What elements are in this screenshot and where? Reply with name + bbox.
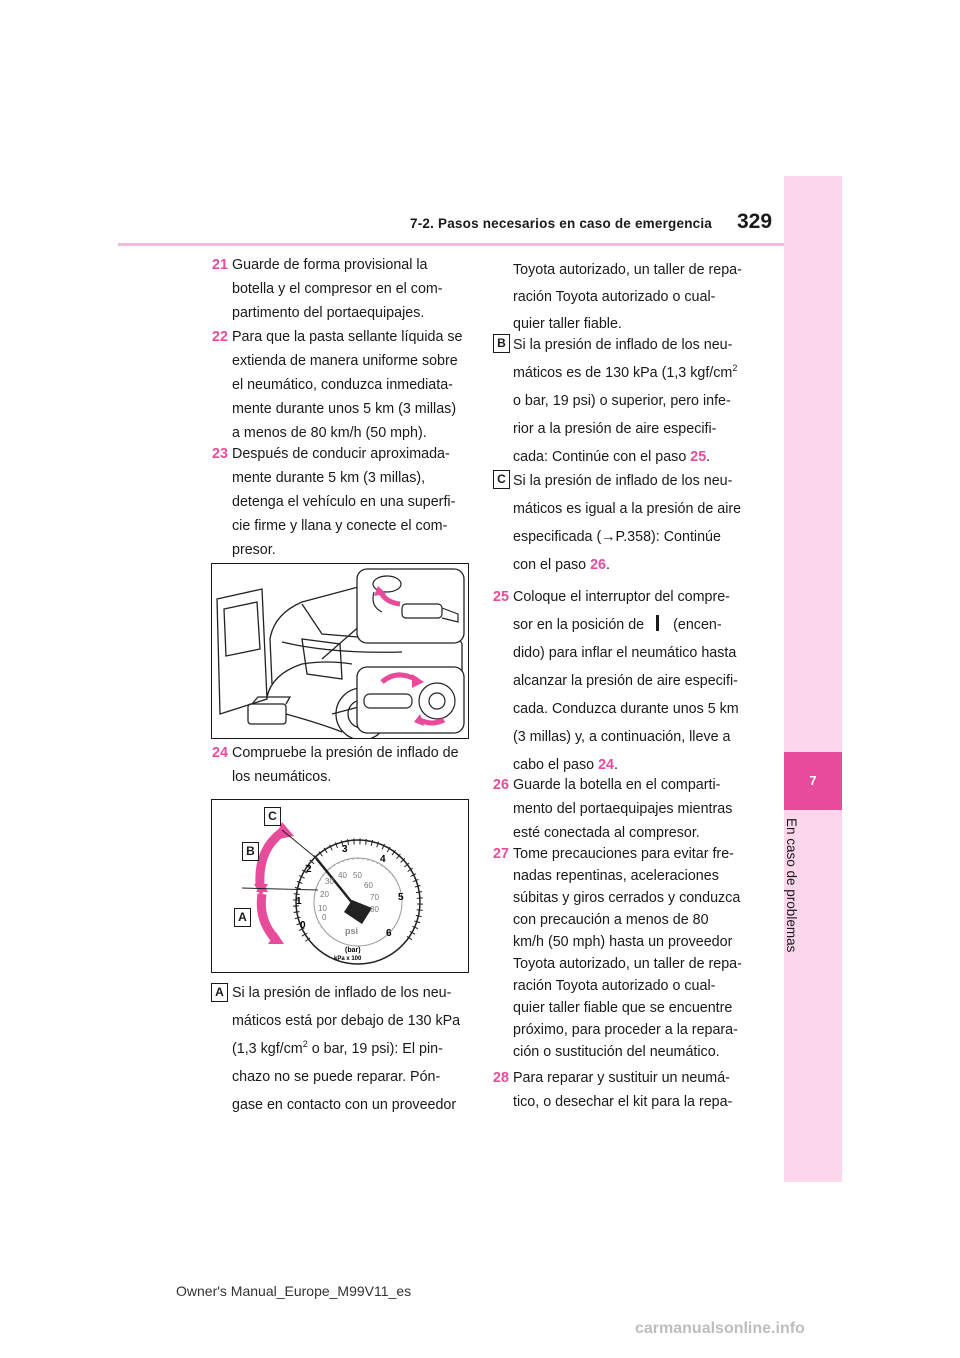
- gauge-bar-label: (bar): [345, 947, 361, 954]
- step-text: súbitas y giros cerrados y conduzca: [513, 890, 741, 906]
- gauge-psi-label: psi: [345, 926, 359, 936]
- superscript: 2: [732, 363, 738, 374]
- gauge-psi-tick: 20: [320, 890, 329, 899]
- gauge-bar-tick: 1: [296, 896, 302, 907]
- item-b-line: o bar, 19 psi) o superior, pero infe-: [513, 393, 731, 409]
- step-text: a menos de 80 km/h (50 mph).: [232, 425, 427, 441]
- item-a-line: gase en contacto con un proveedor: [232, 1097, 457, 1113]
- step-text: tico, o desechar el kit para la repa-: [513, 1094, 733, 1110]
- step-text-part: cabo el paso: [513, 757, 595, 773]
- step-reference-link[interactable]: 24: [598, 757, 614, 773]
- item-a-tag: A: [211, 983, 228, 1002]
- gauge-label-a: A: [234, 908, 251, 927]
- step-number: 22: [212, 329, 228, 345]
- gauge-label-b: B: [242, 842, 259, 861]
- gauge-psi-tick: 0: [322, 913, 327, 922]
- gauge-bar-tick: 0: [300, 920, 306, 931]
- item-c-line: [513, 553, 741, 577]
- item-b-line: rior a la presión de aire especifi-: [513, 421, 717, 437]
- step-reference-link[interactable]: 26: [590, 557, 607, 573]
- item-b-line: [513, 445, 737, 469]
- step-text: mente durante 5 km (3 millas),: [232, 470, 426, 486]
- step-text-part: (encen-: [673, 617, 722, 633]
- chapter-side-tab: [784, 176, 842, 1182]
- gauge-bar-tick: 6: [386, 928, 392, 939]
- item-b-text-part: cada: Continúe con el paso: [513, 449, 691, 465]
- step-text: Toyota autorizado, un taller de repa-: [513, 956, 742, 972]
- step-text: ción o sustitución del neumático.: [513, 1044, 720, 1060]
- item-b-text-part: máticos es de 130 kPa (1,3 kgf/cm: [513, 365, 733, 381]
- step-text: esté conectada al compresor.: [513, 825, 700, 841]
- step-text: próximo, para proceder a la repara-: [513, 1022, 738, 1038]
- pressure-gauge-illustration: [211, 799, 469, 973]
- gauge-psi-tick: 50: [353, 871, 362, 880]
- step-text: el neumático, conduzca inmediata-: [232, 377, 453, 393]
- item-c-text-part: con el paso: [513, 557, 591, 573]
- step-text: cie firme y llana y conecte el com-: [232, 518, 448, 534]
- gauge-kpa-label: kPa x 100: [334, 956, 362, 962]
- step-text: Para que la pasta sellante líquida se: [232, 329, 463, 345]
- item-b-line: Si la presión de inflado de los neu-: [513, 337, 733, 353]
- gauge-psi-tick: 40: [338, 871, 347, 880]
- item-a-text: [232, 981, 460, 1117]
- pressure-gauge-drawing: [212, 800, 468, 972]
- item-a-text-part: o bar, 19 psi): El pin-: [307, 1041, 443, 1057]
- item-b-line: [513, 361, 737, 385]
- watermark: carmanualsonline.info: [635, 1320, 805, 1337]
- gauge-label-c: C: [264, 807, 281, 826]
- step-text: partimento del portaequipajes.: [232, 305, 425, 321]
- gauge-bar-tick: 2: [306, 864, 312, 875]
- step-text: Tome precauciones para evitar fre-: [513, 846, 734, 862]
- item-c-text-part: .: [606, 557, 610, 573]
- step-text: quier taller fiable que se encuentre: [513, 1000, 733, 1016]
- text-line: ración Toyota autorizado o cual-: [513, 289, 716, 305]
- gauge-psi-tick: 70: [370, 893, 379, 902]
- step-text: los neumáticos.: [232, 769, 332, 785]
- header-rule: [118, 243, 784, 246]
- item-c-line: máticos es igual a la presión de aire: [513, 501, 742, 517]
- section-title: 7-2. Pasos necesarios en caso de emergencia: [410, 216, 713, 231]
- step-number: 21: [212, 257, 228, 273]
- step-number: 26: [493, 777, 509, 793]
- step-text: Coloque el interruptor del compre-: [513, 589, 730, 605]
- step-number: 23: [212, 446, 228, 462]
- item-a-line: Si la presión de inflado de los neu-: [232, 985, 452, 1001]
- chapter-number[interactable]: 7: [784, 752, 842, 810]
- text-line: quier taller fiable.: [513, 316, 622, 332]
- item-c-tag: C: [493, 470, 510, 489]
- item-a-line: chazo no se puede reparar. Pón-: [232, 1069, 441, 1085]
- step-text: botella y el compresor en el com-: [232, 281, 443, 297]
- step-text: con precaución a menos de 80: [513, 912, 709, 928]
- item-c-line: especificada (→P.358): Continúe: [513, 529, 721, 545]
- gauge-psi-tick: 30: [325, 877, 334, 886]
- step-text: Compruebe la presión de inflado de: [232, 745, 459, 761]
- step-text: extienda de manera uniforme sobre: [232, 353, 458, 369]
- step-text: (3 millas) y, a continuación, lleve a: [513, 729, 731, 745]
- step-text: dido) para inflar el neumático hasta: [513, 645, 737, 661]
- step-text: nadas repentinas, aceleraciones: [513, 868, 719, 884]
- step-text: mente durante unos 5 km (3 millas): [232, 401, 457, 417]
- step-number: 27: [493, 846, 509, 862]
- gauge-psi-tick: 80: [370, 905, 379, 914]
- step-text: km/h (50 mph) hasta un proveedor: [513, 934, 733, 950]
- step-text-part: .: [613, 757, 618, 773]
- step-text: [513, 613, 739, 637]
- item-b-text: [513, 333, 737, 469]
- step-text: presor.: [232, 542, 276, 558]
- step-text: Guarde de forma provisional la: [232, 257, 428, 273]
- step-text: ración Toyota autorizado o cual-: [513, 978, 716, 994]
- compressor-connection-illustration: [211, 563, 469, 739]
- item-c-text: [513, 469, 741, 577]
- footer-document-id: Owner's Manual_Europe_M99V11_es: [176, 1283, 412, 1299]
- gauge-bar-tick: 4: [380, 854, 386, 865]
- gauge-bar-tick: 3: [342, 844, 348, 855]
- car-compressor-drawing: [212, 564, 468, 738]
- step-number: 24: [212, 745, 228, 761]
- text-line: Toyota autorizado, un taller de repa-: [513, 262, 742, 278]
- step-text: Guarde la botella en el comparti-: [513, 777, 721, 793]
- item-b-text-part: .: [706, 449, 711, 465]
- step-text: cada. Conduzca durante unos 5 km: [513, 701, 739, 717]
- item-a-line: [232, 1037, 460, 1061]
- step-text: Después de conducir aproximada-: [232, 446, 450, 462]
- gauge-psi-tick: 60: [364, 881, 373, 890]
- item-b-tag: B: [493, 334, 510, 353]
- step-text: detenga el vehículo en una superfi-: [232, 494, 456, 510]
- step-text: Para reparar y sustituir un neumá-: [513, 1070, 730, 1086]
- page-number: 329: [737, 210, 773, 233]
- chapter-label: En caso de problemas: [784, 818, 799, 953]
- item-c-line: Si la presión de inflado de los neu-: [513, 473, 733, 489]
- gauge-psi-tick: 10: [318, 904, 327, 913]
- item-a-text-part: (1,3 kgf/cm: [232, 1041, 303, 1057]
- step-number: 28: [493, 1070, 509, 1086]
- continued-text: [513, 258, 742, 336]
- gauge-bar-tick: 5: [398, 892, 404, 903]
- power-on-symbol-icon: [656, 615, 659, 631]
- step-text: alcanzar la presión de aire especifi-: [513, 673, 738, 689]
- superscript: 2: [302, 1039, 308, 1050]
- step-text-part: sor en la posición de: [513, 617, 645, 633]
- step-text: mento del portaequipajes mientras: [513, 801, 733, 817]
- step-reference-link[interactable]: 25: [690, 449, 707, 465]
- step-number: 25: [493, 589, 509, 605]
- item-a-line: máticos está por debajo de 130 kPa: [232, 1013, 461, 1029]
